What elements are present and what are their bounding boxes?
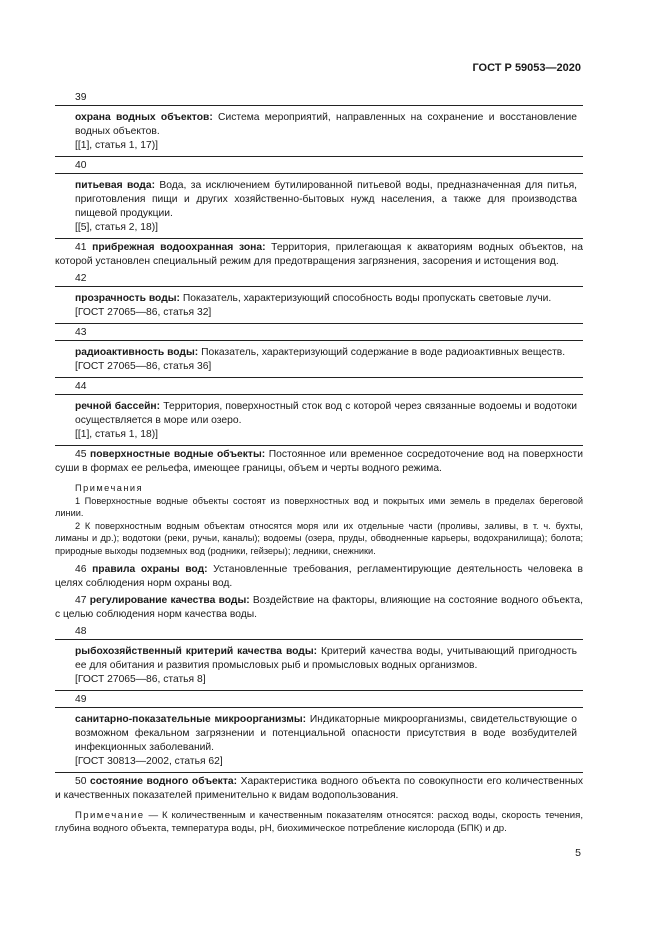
term-entry-47 — [55, 594, 583, 622]
term-title: прибрежная водоохранная зона: — [92, 242, 266, 253]
term-definition: Территория, поверхностный сток вод с которой через связанные водоемы и водотоки осуществляется в море или озеро. — [75, 401, 577, 426]
term-entry-50 — [55, 775, 583, 803]
term-definition: Индикаторные микроорганизмы, свидетельствующие о возможном фекальном загрязнении и потенциальной опасности присутствия в воде возбудителей инфекционных заболеваний. — [75, 714, 577, 753]
term-source: [[1], статья 1, 17)] — [75, 140, 158, 151]
term-title: рыбохозяйственный критерий качества воды: — [75, 646, 318, 657]
term-entry-42 — [55, 286, 583, 324]
term-source: [ГОСТ 30813—2002, статья 62] — [75, 756, 223, 767]
note-item: 2 К поверхностным водным объектам относятся моря или их отдельные части (проливы, заливы, в т. ч. бухты, лиманы и др.); водотоки (реки, ручьи, каналы); водоемы (озера, пруды, обводненные карьеры, водохранилища); болота; природные выходы подземных вод (родники, гейзеры); ледники, снежники. — [55, 520, 583, 556]
note-item: 1 Поверхностные водные объекты состоят из поверхностных вод и покрытых ими земель в пределах береговой линии. — [55, 495, 583, 518]
term-definition: Воздействие на факторы, влияющие на состояние водного объекта, с целью соблюдения норм качества воды. — [55, 595, 583, 620]
term-number: 45 — [75, 449, 87, 460]
term-entry-40 — [55, 173, 583, 239]
term-entry-41 — [55, 241, 583, 269]
term-definition: Постоянное или временное сосредоточение вод на поверхности суши в формах ее рельефа, имеющее границы, объем и черты водного режима. — [55, 449, 583, 474]
term-entry-39 — [55, 105, 583, 157]
terms-list — [55, 91, 583, 835]
term-source: [[5], статья 2, 18)] — [75, 222, 158, 233]
notes-heading: Примечания — [75, 483, 144, 493]
term-title: радиоактивность воды: — [75, 347, 199, 358]
note-50 — [55, 809, 583, 835]
term-source: [ГОСТ 27065—86, статья 36] — [75, 361, 212, 372]
term-title: прозрачность воды: — [75, 293, 180, 304]
term-source: [ГОСТ 27065—86, статья 32] — [75, 307, 212, 318]
term-number: 50 — [75, 776, 87, 787]
page-number: 5 — [575, 847, 581, 859]
term-number: 44 — [75, 381, 87, 392]
term-definition: Система мероприятий, направленных на сохранение и восстановление водных объектов. — [75, 112, 577, 137]
term-number: 48 — [75, 626, 87, 637]
notes-block — [55, 482, 583, 557]
term-number: 49 — [75, 694, 87, 705]
term-definition: Показатель, характеризующий содержание в воде радиоактивных веществ. — [198, 347, 566, 358]
term-definition: Территория, прилегающая к акваториям водных объектов, на которой установлен специальный режим для предотвращения загрязнения, засорения и истощения вод. — [55, 242, 583, 267]
term-title: речной бассейн: — [75, 401, 161, 412]
term-title: питьевая вода: — [75, 180, 156, 191]
note-label: Примечание — [75, 810, 145, 821]
term-title: регулирование качества воды: — [89, 595, 250, 606]
term-title: поверхностные водные объекты: — [90, 449, 266, 460]
term-number: 43 — [75, 327, 87, 338]
term-entry-44 — [55, 394, 583, 446]
term-source: [[1], статья 1, 18)] — [75, 429, 158, 440]
term-title: охрана водных объектов: — [75, 112, 213, 123]
term-entry-45 — [55, 448, 583, 476]
term-number: 47 — [75, 595, 87, 606]
term-number: 41 — [75, 242, 87, 253]
term-title: санитарно-показательные микроорганизмы: — [75, 714, 307, 725]
term-source: [ГОСТ 27065—86, статья 8] — [75, 674, 206, 685]
term-definition: Вода, за исключением бутилированной питьевой воды, предназначенная для питья, приготовления пищи и других хозяйственно-бытовых нужд населения, а также для производства пищевой продукции. — [75, 180, 578, 219]
note-text: — К количественным и качественным показателям относятся: расход воды, скорость течения, глубина водного объекта, температура воды, pH, биохимическое потребление кислорода (БПК) и др. — [55, 810, 583, 834]
term-number: 40 — [75, 160, 87, 171]
term-definition: Показатель, характеризующий способность воды пропускать световые лучи. — [179, 293, 552, 304]
term-entry-48 — [55, 639, 583, 691]
term-definition: Критерий качества воды, учитывающий пригодность ее для обитания и развития промысловых рыб и промысловых водных организмов. — [75, 646, 577, 671]
term-entry-46 — [55, 563, 583, 591]
term-definition: Характеристика водного объекта по совокупности его количественных и качественных показателей применительно к видам водопользования. — [55, 776, 583, 801]
term-entry-49 — [55, 707, 583, 773]
term-title: правила охраны вод: — [92, 564, 208, 575]
term-number: 42 — [75, 273, 87, 284]
term-entry-43 — [55, 340, 583, 378]
term-title: состояние водного объекта: — [90, 776, 238, 787]
document-id: ГОСТ Р 59053—2020 — [472, 62, 581, 74]
term-number: 39 — [75, 92, 87, 103]
term-definition: Установленные требования, регламентирующие деятельность человека в целях соблюдения норм охраны вод. — [55, 564, 583, 589]
term-number: 46 — [75, 564, 87, 575]
